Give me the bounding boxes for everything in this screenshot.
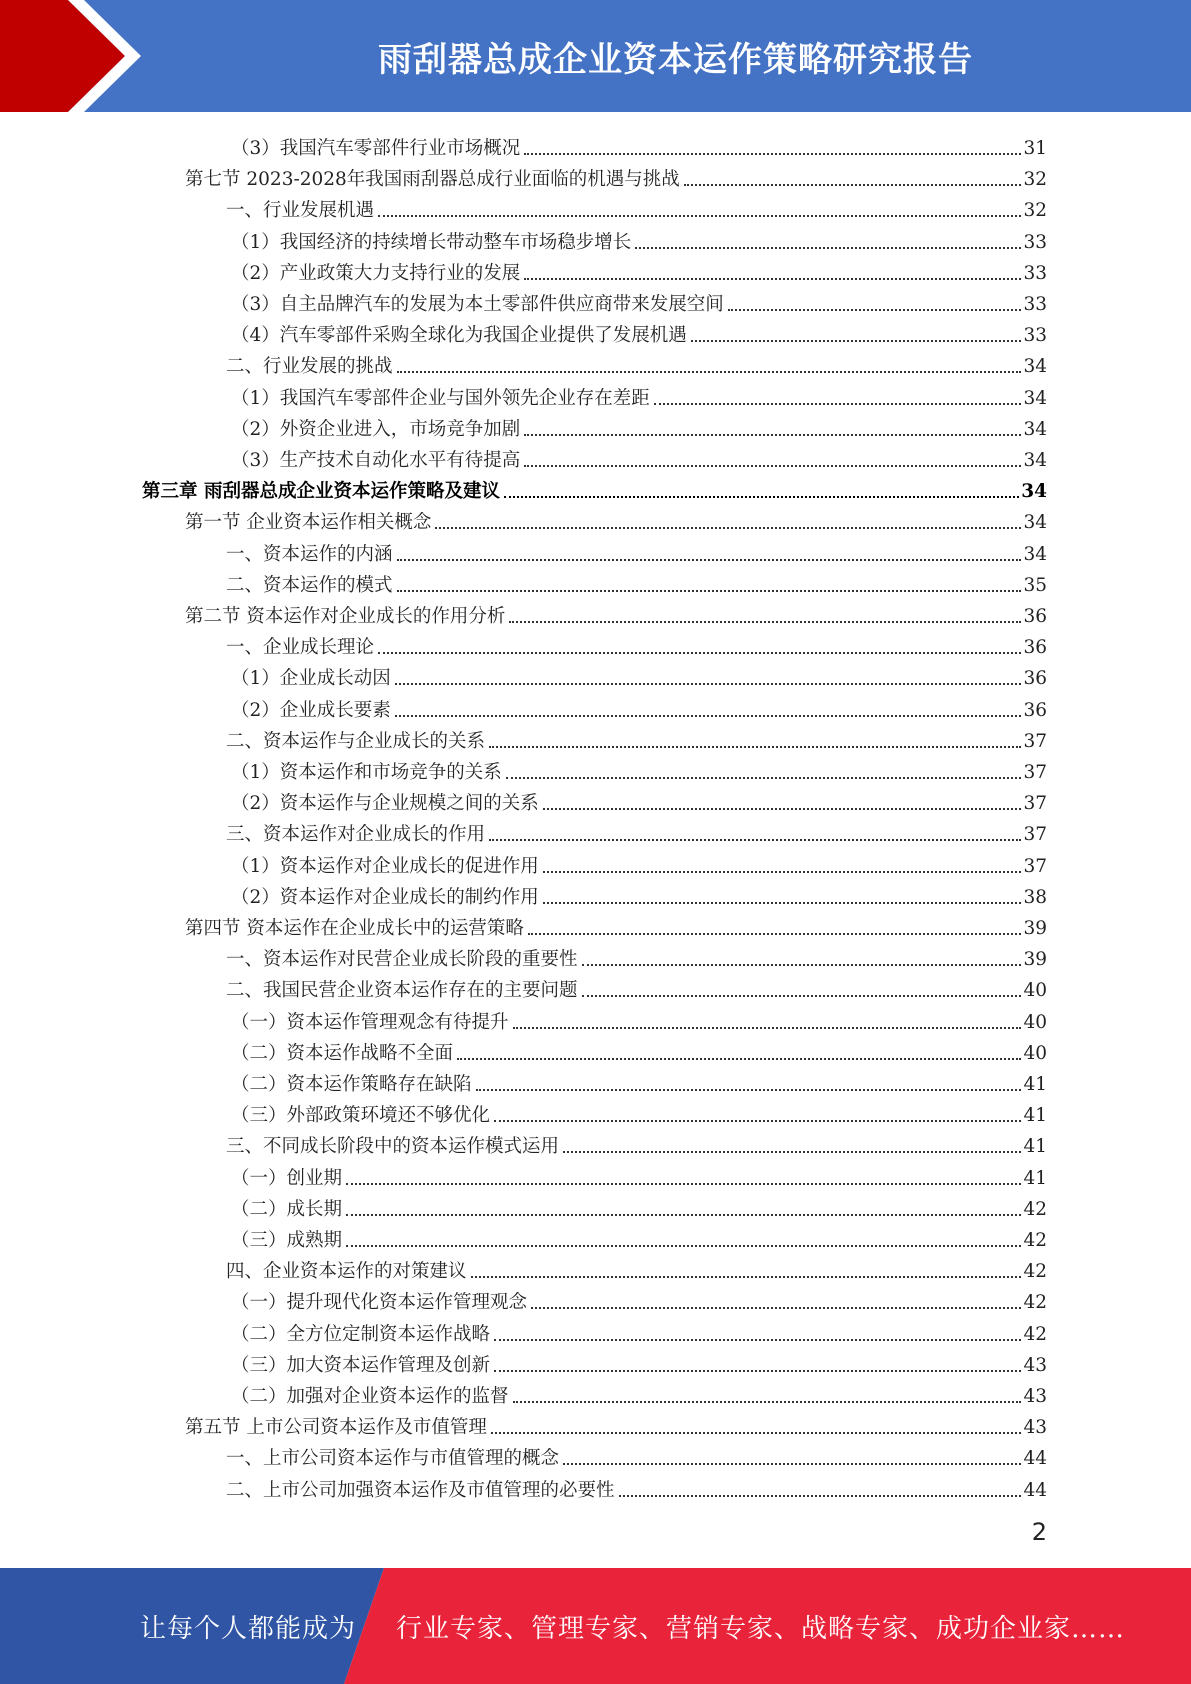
toc-dot-leader (543, 807, 1022, 810)
toc-dot-leader (543, 870, 1022, 873)
toc-entry-page: 38 (1023, 886, 1047, 908)
toc-dot-leader (513, 1400, 1022, 1403)
report-title: 雨刮器总成企业资本运作策略研究报告 (378, 39, 973, 80)
toc-entry[interactable] (231, 1315, 1047, 1346)
toc-entry-page: 37 (1023, 730, 1047, 752)
toc-entry-label: （1）企业成长动因 (231, 668, 391, 690)
toc-entry-page: 34 (1021, 481, 1047, 503)
toc-entry-page: 40 (1023, 980, 1047, 1002)
toc-entry[interactable] (231, 441, 1047, 472)
toc-entry[interactable] (142, 472, 1047, 503)
toc-entry-label: （二）资本运作战略不全面 (231, 1042, 454, 1064)
toc-entry-page: 31 (1023, 138, 1047, 159)
toc-entry-label: 一、上市公司资本运作与市值管理的概念 (226, 1448, 560, 1470)
toc-dot-leader (619, 1494, 1022, 1497)
toc-entry[interactable] (231, 254, 1047, 285)
toc-entry[interactable] (231, 316, 1047, 347)
toc-entry-label: （1）我国汽车零部件企业与国外领先企业存在差距 (231, 387, 650, 409)
toc-entry[interactable] (185, 503, 1047, 534)
toc-entry-page: 37 (1023, 762, 1047, 783)
toc-entry-label: 一、行业发展机遇 (226, 200, 375, 222)
toc-entry-page: 34 (1023, 512, 1047, 534)
toc-entry[interactable] (185, 1408, 1047, 1439)
toc-dot-leader (378, 214, 1021, 217)
toc-entry-page: 36 (1023, 699, 1047, 721)
toc-entry-page: 42 (1023, 1198, 1047, 1220)
toc-dot-leader (397, 370, 1022, 373)
toc-entry[interactable] (226, 1127, 1047, 1158)
toc-entry-page: 37 (1023, 824, 1047, 846)
toc-entry[interactable] (231, 1159, 1047, 1190)
toc-entry-page: 42 (1023, 1323, 1047, 1345)
toc-entry-label: （二）加强对企业资本运作的监督 (231, 1386, 509, 1407)
toc-entry-label: 二、我国民营企业资本运作存在的主要问题 (226, 980, 578, 1002)
toc-entry[interactable] (231, 784, 1047, 815)
footer-slogan-right: 行业专家、管理专家、营销专家、战略专家、成功企业家…… (396, 1613, 1126, 1644)
toc-entry-label: （二）全方位定制资本运作战略 (231, 1323, 491, 1345)
toc-dot-leader (582, 994, 1022, 997)
toc-dot-leader (346, 1182, 1021, 1185)
toc-entry-page: 33 (1023, 325, 1047, 347)
toc-entry[interactable] (231, 285, 1047, 316)
toc-entry-label: 三、资本运作对企业成长的作用 (226, 824, 486, 846)
toc-entry-label: （一）资本运作管理观念有待提升 (231, 1011, 509, 1033)
toc-entry-label: 第五节 上市公司资本运作及市值管理 (185, 1417, 487, 1439)
toc-entry-page: 34 (1023, 450, 1047, 471)
toc-entry-page: 34 (1023, 543, 1047, 565)
toc-entry-label: 第三章 雨刮器总成企业资本运作策略及建议 (142, 481, 500, 503)
toc-entry-label: 二、上市公司加强资本运作及市值管理的必要性 (226, 1479, 615, 1501)
toc-entry[interactable] (231, 1096, 1047, 1127)
toc-dot-leader (346, 1213, 1021, 1216)
report-header (0, 0, 1191, 112)
toc-entry-label: 第七节 2023-2028年我国雨刮器总成行业面临的机遇与挑战 (185, 169, 680, 191)
toc-entry-page: 41 (1023, 1167, 1047, 1189)
toc-dot-leader (728, 308, 1022, 311)
toc-entry-label: （4）汽车零部件采购全球化为我国企业提供了发展机遇 (231, 325, 687, 347)
toc-entry[interactable] (226, 566, 1047, 597)
toc-entry[interactable] (231, 1003, 1047, 1034)
toc-entry-label: （1）我国经济的持续增长带动整车市场稳步增长 (231, 231, 632, 253)
toc-entry-page: 44 (1023, 1448, 1047, 1470)
toc-entry[interactable] (185, 909, 1047, 940)
toc-entry-page: 39 (1023, 918, 1047, 939)
toc-entry[interactable] (231, 1283, 1047, 1314)
toc-dot-leader (524, 433, 1021, 436)
page-number: 2 (1031, 1518, 1047, 1546)
toc-entry-page: 42 (1023, 1261, 1047, 1283)
toc-entry-page: 32 (1023, 200, 1047, 222)
toc-dot-leader (494, 1338, 1021, 1341)
toc-entry-label: 一、资本运作对民营企业成长阶段的重要性 (226, 949, 578, 971)
toc-entry[interactable] (226, 1471, 1047, 1502)
toc-entry-label: 四、企业资本运作的对策建议 (226, 1261, 467, 1283)
toc-entry[interactable] (231, 753, 1047, 784)
toc-dot-leader (524, 277, 1021, 280)
toc-dot-leader (457, 1057, 1021, 1060)
toc-dot-leader (504, 495, 1019, 498)
toc-entry[interactable] (185, 597, 1047, 628)
toc-dot-leader (563, 1150, 1021, 1153)
toc-dot-leader (494, 1119, 1021, 1122)
toc-entry-page: 33 (1023, 231, 1047, 253)
toc-entry-label: （一）提升现代化资本运作管理观念 (231, 1292, 528, 1314)
toc-entry-page: 36 (1023, 668, 1047, 690)
toc-dot-leader (435, 526, 1021, 529)
toc-entry-page: 36 (1023, 606, 1047, 627)
toc-entry[interactable] (231, 847, 1047, 878)
toc-entry[interactable] (231, 1346, 1047, 1377)
toc-entry-page: 43 (1023, 1417, 1047, 1439)
toc-dot-leader (491, 1431, 1022, 1434)
toc-entry-page: 37 (1023, 793, 1047, 815)
toc-entry-label: （2）外资企业进入，市场竞争加剧 (231, 418, 521, 440)
toc-entry-label: （三）加大资本运作管理及创新 (231, 1354, 491, 1376)
toc-entry[interactable] (226, 971, 1047, 1002)
toc-dot-leader (489, 838, 1021, 841)
toc-entry[interactable] (226, 1439, 1047, 1470)
toc-entry-label: 第四节 资本运作在企业成长中的运营策略 (185, 918, 524, 939)
toc-dot-leader (513, 1026, 1022, 1029)
footer-banner (0, 1568, 1191, 1684)
toc-entry-label: 三、不同成长阶段中的资本运作模式运用 (226, 1136, 560, 1158)
toc-entry-label: （3）我国汽车零部件行业市场概况 (231, 138, 521, 159)
toc-dot-leader (654, 402, 1022, 405)
toc-entry-label: （3）生产技术自动化水平有待提高 (231, 450, 521, 471)
toc-entry-page: 34 (1023, 387, 1047, 409)
toc-entry-page: 33 (1023, 294, 1047, 315)
toc-entry-label: （2）产业政策大力支持行业的发展 (231, 262, 521, 284)
toc-entry-label: 二、资本运作的模式 (226, 574, 393, 596)
toc-entry[interactable] (226, 940, 1047, 971)
toc-dot-leader (397, 589, 1022, 592)
toc-entry-page: 42 (1023, 1230, 1047, 1251)
toc-entry[interactable] (231, 691, 1047, 722)
toc-entry-label: 一、资本运作的内涵 (226, 543, 393, 565)
toc-entry-label: （二）资本运作策略存在缺陷 (231, 1074, 472, 1095)
toc-dot-leader (378, 651, 1021, 654)
toc-entry-label: （一）创业期 (231, 1167, 343, 1189)
toc-dot-leader (397, 558, 1022, 561)
toc-entry-page: 40 (1023, 1011, 1047, 1033)
toc-entry[interactable] (226, 628, 1047, 659)
toc-entry-page: 43 (1023, 1386, 1047, 1407)
toc-entry[interactable] (231, 379, 1047, 410)
toc-dot-leader (524, 464, 1021, 467)
toc-dot-leader (494, 1369, 1021, 1372)
toc-dot-leader (506, 776, 1022, 779)
toc-dot-leader (476, 1088, 1022, 1091)
toc-entry[interactable] (226, 191, 1047, 222)
toc-entry[interactable] (231, 1377, 1047, 1408)
toc-entry-page: 39 (1023, 949, 1047, 971)
toc-dot-leader (524, 152, 1021, 155)
toc-entry-page: 41 (1023, 1074, 1047, 1095)
toc-entry-page: 43 (1023, 1354, 1047, 1376)
toc-entry-page: 36 (1023, 637, 1047, 659)
chevron-arrow-icon (0, 0, 160, 112)
toc-entry-label: （三）成熟期 (231, 1230, 343, 1251)
toc-dot-leader (509, 620, 1021, 623)
toc-entry[interactable] (226, 347, 1047, 378)
toc-dot-leader (346, 1244, 1021, 1247)
toc-dot-leader (635, 246, 1021, 249)
toc-entry-label: 第二节 资本运作对企业成长的作用分析 (185, 606, 506, 627)
toc-entry[interactable] (231, 1034, 1047, 1065)
toc-entry-page: 44 (1023, 1479, 1047, 1501)
toc-dot-leader (471, 1275, 1022, 1278)
toc-entry[interactable] (231, 129, 1047, 160)
toc-dot-leader (543, 901, 1022, 904)
toc-entry-label: （2）资本运作对企业成长的制约作用 (231, 886, 539, 908)
toc-dot-leader (563, 1462, 1021, 1465)
toc-dot-leader (395, 714, 1022, 717)
toc-entry-page: 41 (1023, 1136, 1047, 1158)
toc-entry-page: 32 (1023, 169, 1047, 191)
toc-entry[interactable] (226, 1252, 1047, 1283)
toc-entry-label: （1）资本运作对企业成长的促进作用 (231, 855, 539, 877)
toc-entry[interactable] (231, 1190, 1047, 1221)
toc-entry[interactable] (185, 160, 1047, 191)
toc-entry-label: （2）企业成长要素 (231, 699, 391, 721)
toc-entry-page: 35 (1023, 574, 1047, 596)
toc-dot-leader (395, 682, 1022, 685)
toc-dot-leader (684, 183, 1022, 186)
toc-entry-label: （3）自主品牌汽车的发展为本土零部件供应商带来发展空间 (231, 294, 724, 315)
toc-entry[interactable] (231, 1221, 1047, 1252)
toc-entry[interactable] (231, 410, 1047, 441)
toc-dot-leader (691, 339, 1022, 342)
toc-entry-label: 一、企业成长理论 (226, 637, 375, 659)
toc-dot-leader (582, 963, 1022, 966)
toc-entry[interactable] (231, 659, 1047, 690)
toc-entry[interactable] (226, 722, 1047, 753)
toc-entry-page: 33 (1023, 262, 1047, 284)
toc-entry[interactable] (226, 815, 1047, 846)
toc-dot-leader (531, 1306, 1021, 1309)
toc-entry-page: 34 (1023, 356, 1047, 378)
toc-entry-page: 42 (1023, 1292, 1047, 1314)
toc-entry[interactable] (231, 1065, 1047, 1096)
toc-entry-page: 40 (1023, 1042, 1047, 1064)
toc-entry-page: 41 (1023, 1105, 1047, 1127)
toc-entry-label: （三）外部政策环境还不够优化 (231, 1105, 491, 1127)
footer-slogan-left: 让每个人都能成为 (140, 1613, 357, 1644)
toc-entry-label: 第一节 企业资本运作相关概念 (185, 512, 432, 534)
toc-entry[interactable] (231, 878, 1047, 909)
toc-entry-page: 34 (1023, 418, 1047, 440)
toc-entry-page: 37 (1023, 855, 1047, 877)
toc-entry-label: 二、行业发展的挑战 (226, 356, 393, 378)
toc-dot-leader (489, 745, 1021, 748)
toc-entry[interactable] (226, 535, 1047, 566)
toc-entry-label: （1）资本运作和市场竞争的关系 (231, 762, 502, 783)
toc-entry-label: （2）资本运作与企业规模之间的关系 (231, 793, 539, 815)
toc-entry[interactable] (231, 223, 1047, 254)
toc-entry-label: 二、资本运作与企业成长的关系 (226, 730, 486, 752)
toc-entry-label: （二）成长期 (231, 1198, 343, 1220)
toc-dot-leader (528, 932, 1022, 935)
